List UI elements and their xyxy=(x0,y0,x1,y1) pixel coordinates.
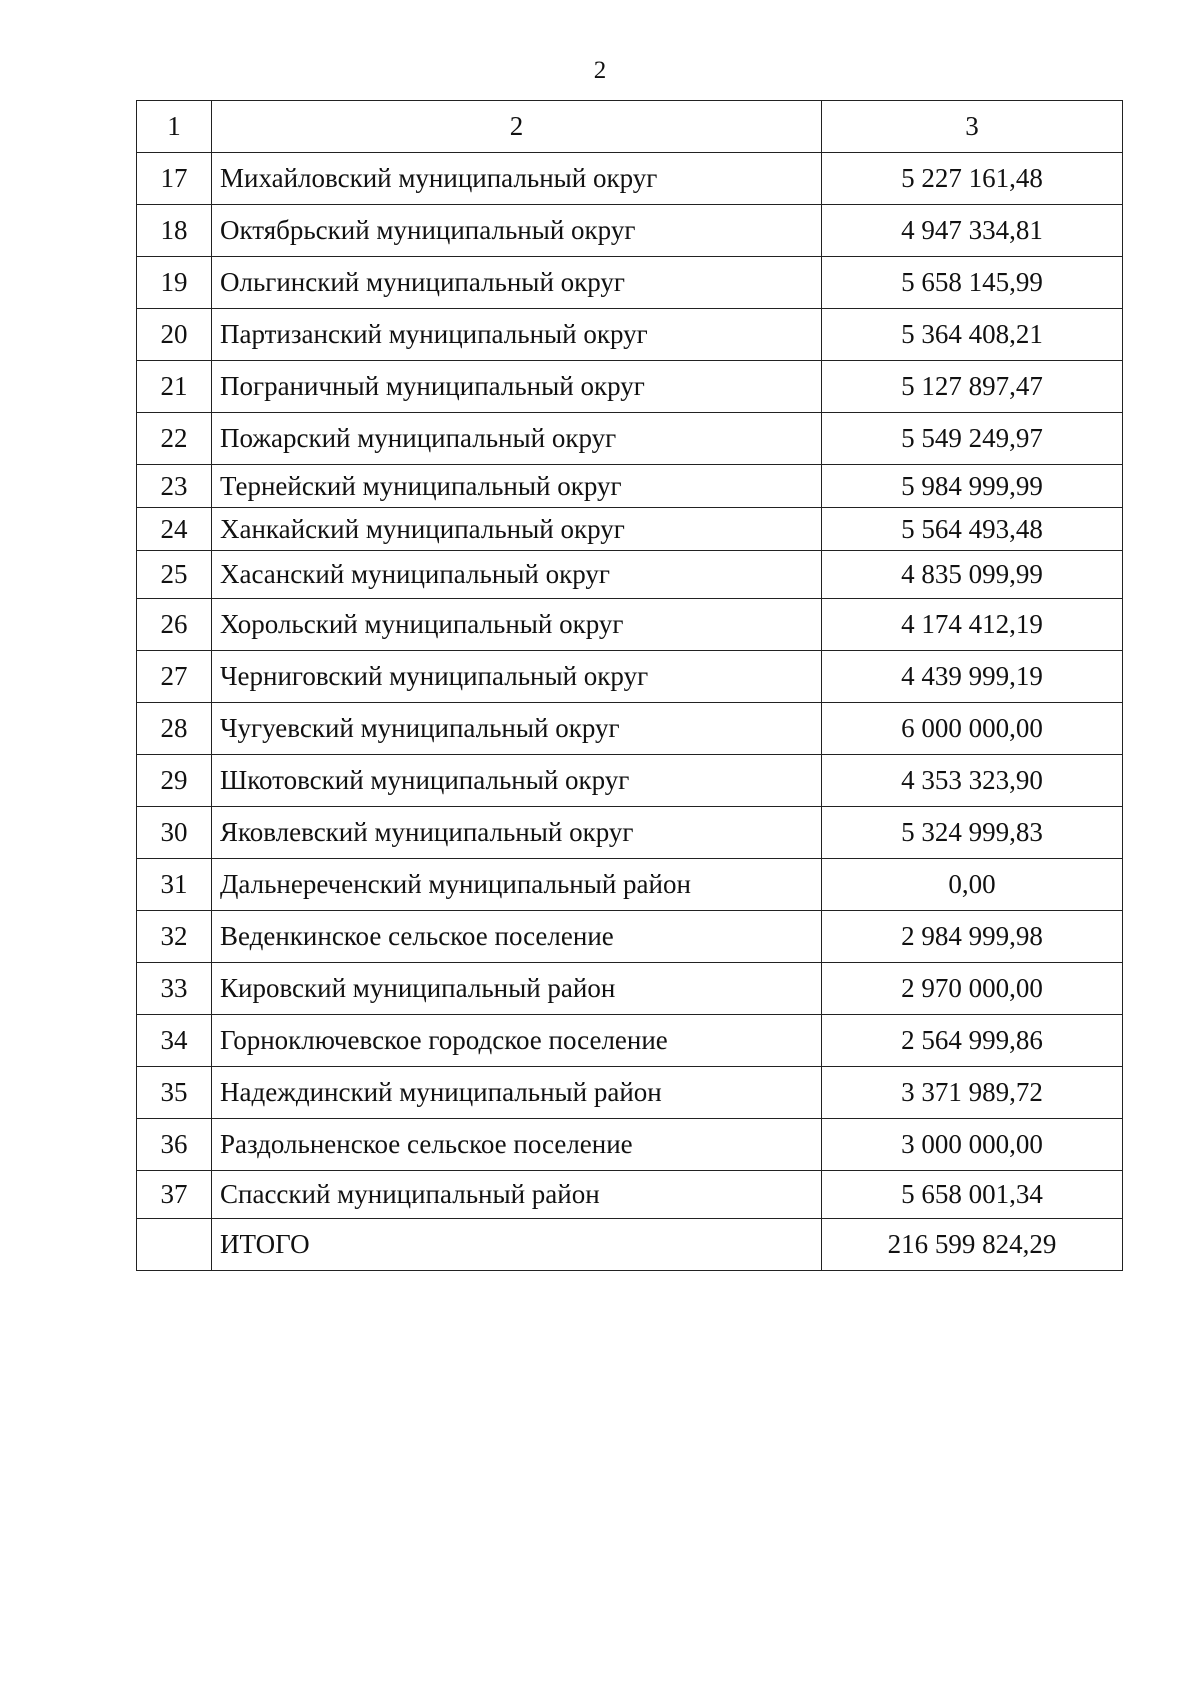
page-number: 2 xyxy=(593,57,607,84)
municipality-name: Спасский муниципальный район xyxy=(212,1171,822,1219)
municipality-name: Кировский муниципальный район xyxy=(212,963,822,1015)
row-number: 32 xyxy=(137,911,212,963)
municipality-name: Пограничный муниципальный округ xyxy=(212,361,822,413)
municipality-name: Раздольненское сельское поселение xyxy=(212,1119,822,1171)
row-number: 26 xyxy=(137,599,212,651)
table-row xyxy=(137,1067,1123,1119)
amount: 4 947 334,81 xyxy=(822,205,1123,257)
amount: 6 000 000,00 xyxy=(822,703,1123,755)
table-row xyxy=(137,807,1123,859)
municipality-name: Чугуевский муниципальный округ xyxy=(212,703,822,755)
municipality-name: Октябрьский муниципальный округ xyxy=(212,205,822,257)
municipality-name: Хорольский муниципальный округ xyxy=(212,599,822,651)
amount: 5 227 161,48 xyxy=(822,153,1123,205)
row-number: 30 xyxy=(137,807,212,859)
column-header-2: 2 xyxy=(212,101,822,153)
amount: 5 658 001,34 xyxy=(822,1171,1123,1219)
municipality-name: Ольгинский муниципальный округ xyxy=(212,257,822,309)
amount: 5 549 249,97 xyxy=(822,413,1123,465)
row-number: 18 xyxy=(137,205,212,257)
row-number: 17 xyxy=(137,153,212,205)
amount: 2 564 999,86 xyxy=(822,1015,1123,1067)
table-row xyxy=(137,153,1123,205)
amount: 2 984 999,98 xyxy=(822,911,1123,963)
amount: 5 364 408,21 xyxy=(822,309,1123,361)
table-row xyxy=(137,508,1123,551)
amount: 5 324 999,83 xyxy=(822,807,1123,859)
table-row xyxy=(137,413,1123,465)
amount: 3 371 989,72 xyxy=(822,1067,1123,1119)
municipality-name: Дальнереченский муниципальный район xyxy=(212,859,822,911)
municipality-name: Яковлевский муниципальный округ xyxy=(212,807,822,859)
amount: 4 174 412,19 xyxy=(822,599,1123,651)
table-row xyxy=(137,361,1123,413)
total-amount: 216 599 824,29 xyxy=(822,1219,1123,1271)
amount: 5 984 999,99 xyxy=(822,465,1123,508)
table-header-row xyxy=(137,101,1123,153)
municipality-name: Партизанский муниципальный округ xyxy=(212,309,822,361)
table-row xyxy=(137,1171,1123,1219)
amount: 4 353 323,90 xyxy=(822,755,1123,807)
table-row xyxy=(137,1119,1123,1171)
row-number: 23 xyxy=(137,465,212,508)
municipality-name: Ханкайский муниципальный округ xyxy=(212,508,822,551)
amount: 4 835 099,99 xyxy=(822,551,1123,599)
municipality-name: Надеждинский муниципальный район xyxy=(212,1067,822,1119)
table-row xyxy=(137,205,1123,257)
row-number: 22 xyxy=(137,413,212,465)
table-row xyxy=(137,911,1123,963)
row-number: 37 xyxy=(137,1171,212,1219)
municipality-name: Горноключевское городское поселение xyxy=(212,1015,822,1067)
row-number: 21 xyxy=(137,361,212,413)
amount: 0,00 xyxy=(822,859,1123,911)
amount: 5 564 493,48 xyxy=(822,508,1123,551)
row-number: 27 xyxy=(137,651,212,703)
row-number: 33 xyxy=(137,963,212,1015)
municipality-name: Шкотовский муниципальный округ xyxy=(212,755,822,807)
row-number: 28 xyxy=(137,703,212,755)
row-number: 24 xyxy=(137,508,212,551)
amount: 2 970 000,00 xyxy=(822,963,1123,1015)
table-row xyxy=(137,1015,1123,1067)
municipality-name: Веденкинское сельское поселение xyxy=(212,911,822,963)
row-number: 31 xyxy=(137,859,212,911)
municipality-name: Михайловский муниципальный округ xyxy=(212,153,822,205)
table-row xyxy=(137,551,1123,599)
total-label: ИТОГО xyxy=(212,1219,822,1271)
row-number: 34 xyxy=(137,1015,212,1067)
table-row xyxy=(137,963,1123,1015)
row-number: 20 xyxy=(137,309,212,361)
allocation-table xyxy=(136,100,1123,1271)
municipality-name: Тернейский муниципальный округ xyxy=(212,465,822,508)
table-row xyxy=(137,309,1123,361)
table-row xyxy=(137,859,1123,911)
row-number: 36 xyxy=(137,1119,212,1171)
municipality-name: Черниговский муниципальный округ xyxy=(212,651,822,703)
row-number: 35 xyxy=(137,1067,212,1119)
amount: 3 000 000,00 xyxy=(822,1119,1123,1171)
table-row xyxy=(137,257,1123,309)
total-row xyxy=(137,1219,1123,1271)
amount: 5 127 897,47 xyxy=(822,361,1123,413)
row-number: 25 xyxy=(137,551,212,599)
total-row-number xyxy=(137,1219,212,1271)
table-row xyxy=(137,599,1123,651)
table-row xyxy=(137,651,1123,703)
column-header-1: 1 xyxy=(137,101,212,153)
table-row xyxy=(137,755,1123,807)
amount: 4 439 999,19 xyxy=(822,651,1123,703)
row-number: 19 xyxy=(137,257,212,309)
table-row xyxy=(137,703,1123,755)
municipality-name: Пожарский муниципальный округ xyxy=(212,413,822,465)
column-header-3: 3 xyxy=(822,101,1123,153)
table-row xyxy=(137,465,1123,508)
row-number: 29 xyxy=(137,755,212,807)
municipality-name: Хасанский муниципальный округ xyxy=(212,551,822,599)
amount: 5 658 145,99 xyxy=(822,257,1123,309)
